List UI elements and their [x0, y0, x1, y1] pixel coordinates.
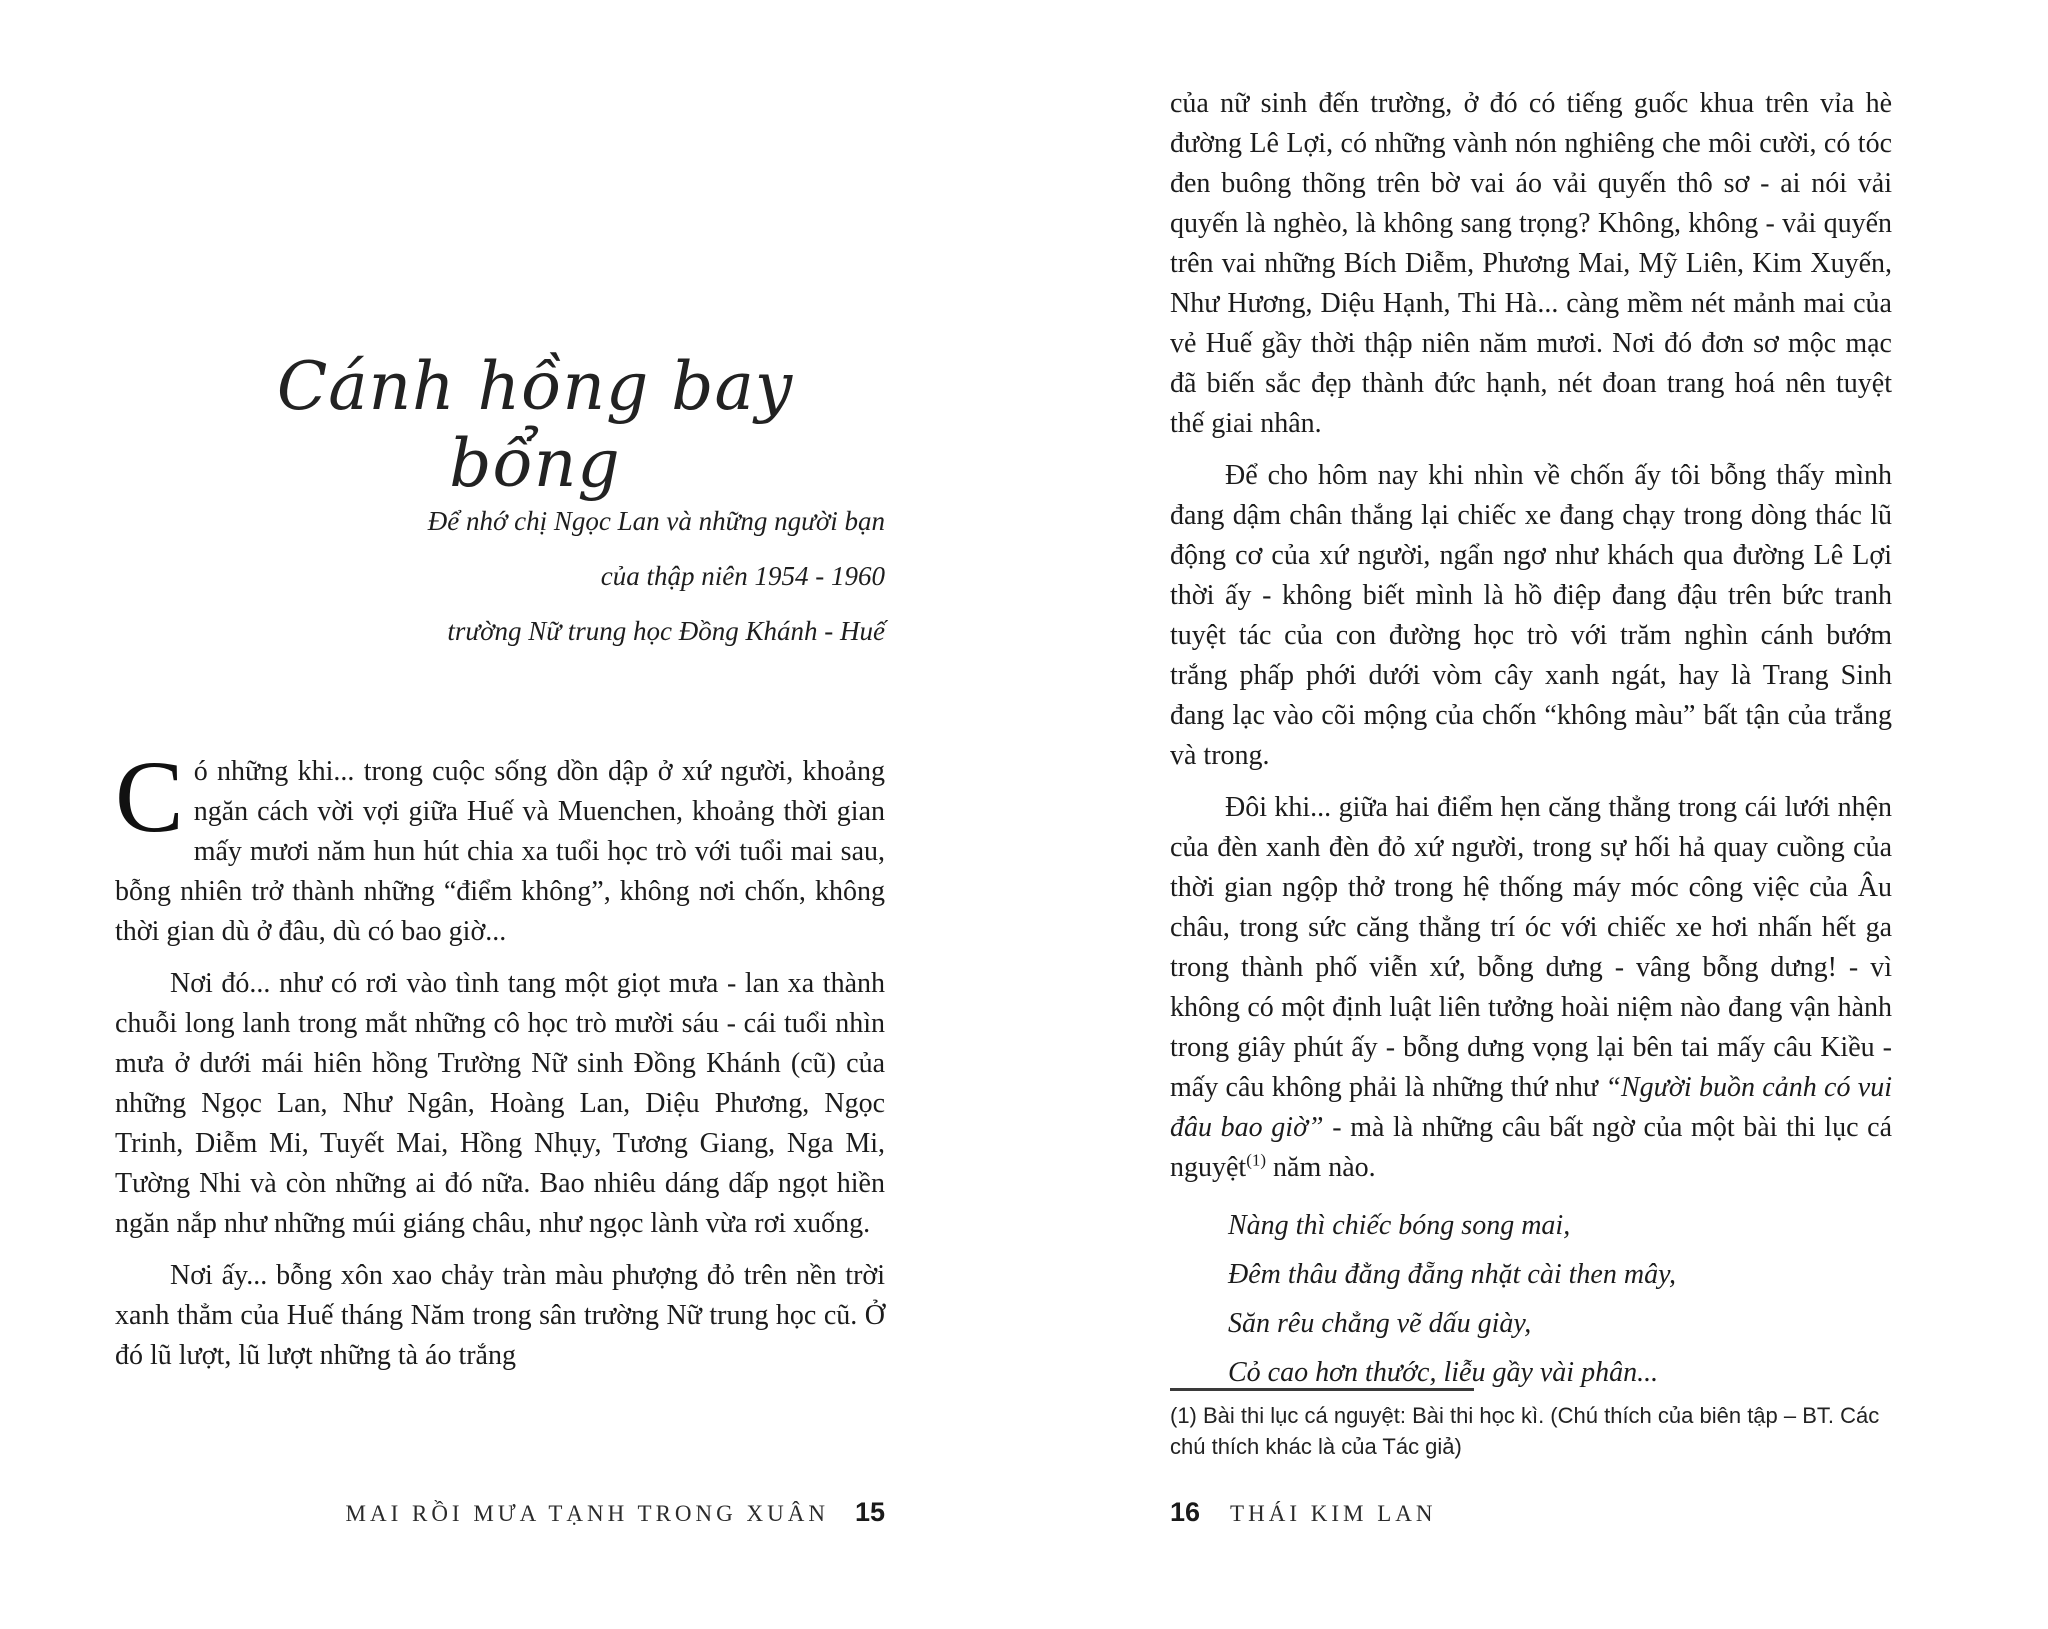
- page-number-left: 15: [854, 1497, 885, 1527]
- poem-line-1: Nàng thì chiếc bóng song mai,: [1228, 1210, 1571, 1241]
- paragraph-opening: [115, 740, 885, 952]
- paragraph: Nơi ấy... bỗng xôn xao chảy tràn màu phượng đỏ trên nền trời xanh thẳm của Huế tháng Năm trong sân trường Nữ trung học cũ. Ở đó lũ lượt, lũ lượt những tà áo trắng: [115, 1260, 885, 1371]
- poem: [1228, 1206, 1892, 1393]
- dedication-line-3: trường Nữ trung học Đồng Khánh - Huế: [447, 616, 885, 646]
- drop-cap: C: [115, 740, 184, 854]
- dedication-line-2: của thập niên 1954 - 1960: [600, 561, 885, 591]
- page-right: [1170, 0, 1892, 1629]
- paragraph-text: năm nào.: [1266, 1152, 1376, 1183]
- inline-quote: “Người buồn cảnh có vui đâu bao giờ”: [1170, 1072, 1892, 1143]
- paragraph: Nơi đó... như có rơi vào tình tang một giọt mưa - lan xa thành chuỗi long lanh trong mắt những cô học trò mười sáu - cái tuổi nhìn mưa ở dưới mái hiên hồng Trường Nữ sinh Đồng Khánh (cũ) của những Ngọc Lan, Như Ngân, Hoàng Lan, Diệu Phương, Ngọc Trinh, Diễm Mi, Tuyết Mai, Hồng Nhụy, Tương Giang, Nga Mi, Tường Nhi và còn những ai đó nữa. Bao nhiêu dáng dấp ngọt hiền ngăn nắp như những múi giáng châu, như ngọc lành vừa rơi xuống.: [115, 968, 885, 1239]
- dedication: [115, 494, 885, 659]
- right-body-text: [1170, 84, 1892, 1402]
- page-left: [115, 0, 885, 1629]
- paragraph-text: - mà là những câu bất ngờ của một bài thi lục cá nguyệt: [1170, 1112, 1893, 1183]
- chapter-title: Cánh hồng bay bổng: [276, 348, 794, 502]
- running-title: MAI RỒI MƯA TẠNH TRONG XUÂN: [345, 1501, 829, 1526]
- footnote-block: [1170, 1388, 1892, 1462]
- left-body-text: [115, 740, 885, 1388]
- paragraph-with-quote: [1170, 788, 1892, 1188]
- footnote-rule: [1170, 1388, 1474, 1391]
- poem-line-2: Đêm thâu đằng đẵng nhặt cài then mây,: [1228, 1259, 1676, 1290]
- poem-line-3: Săn rêu chẳng vẽ dấu giày,: [1228, 1308, 1532, 1339]
- left-page-footer: [115, 1497, 885, 1528]
- author-name: THÁI KIM LAN: [1230, 1501, 1437, 1526]
- footnote-marker: (1): [1246, 1150, 1267, 1170]
- paragraph-text: ó những khi... trong cuộc sống dồn dập ở xứ người, khoảng ngăn cách vời vợi giữa Huế và Muenchen, khoảng thời gian mấy mươi năm hun hút chia xa tuổi học trò với tuổi mai sau, bỗng nhiên trở thành những “điểm không”, không nơi chốn, không thời gian dù ở đâu, dù có bao giờ...: [115, 756, 885, 947]
- paragraph-text: Đôi khi... giữa hai điểm hẹn căng thẳng trong cái lưới nhện của đèn xanh đèn đỏ xứ người, trong sự hối hả quay cuồng của thời gian ngộp thở trong hệ thống máy móc công việc của Âu châu, trong sức căng thẳng trí óc với chiếc xe hơi nhấn hết ga trong thành phố viễn xứ, bỗng dưng - vâng bỗng dưng! - vì không có một định luật liên tưởng hoài niệm nào đang vận hành trong giây phút ấy - bỗng dưng vọng lại bên tai mấy câu Kiều - mấy câu không phải là những thứ như: [1170, 792, 1892, 1103]
- paragraph: Để cho hôm nay khi nhìn về chốn ấy tôi bỗng thấy mình đang dậm chân thắng lại chiếc xe đang chạy trong dòng thác lũ động cơ của xứ người, ngẩn ngơ như khách qua đường Lê Lợi thời ấy - không biết mình là hồ điệp đang đậu trên bức tranh tuyệt tác của con đường học trò với trăm nghìn cánh bướm trắng phấp phới dưới vòm cây xanh ngát, hay là Trang Sinh đang lạc vào cõi mộng của chốn “không màu” bất tận của trắng và trong.: [1170, 460, 1892, 771]
- dedication-line-1: Để nhớ chị Ngọc Lan và những người bạn: [427, 506, 885, 536]
- paragraph-continuation: của nữ sinh đến trường, ở đó có tiếng guốc khua trên vỉa hè đường Lê Lợi, có những vành nón nghiêng che môi cười, có tóc đen buông thõng trên bờ vai áo vải quyến thô sơ - ai nói vải quyến là nghèo, là không sang trọng? Không, không - vải quyến trên vai những Bích Diễm, Phương Mai, Mỹ Liên, Kim Xuyến, Như Hương, Diệu Hạnh, Thi Hà... càng mềm nét mảnh mai của vẻ Huế gầy thời thập niên năm mươi. Nơi đó đơn sơ mộc mạc đã biến sắc đẹp thành đức hạnh, nét đoan trang hoá nên tuyệt thế giai nhân.: [1170, 88, 1892, 439]
- right-page-footer: [1170, 1497, 1892, 1528]
- page-number-right: 16: [1170, 1497, 1201, 1527]
- footnote-text: (1) Bài thi lục cá nguyệt: Bài thi học kì. (Chú thích của biên tập – BT. Các chú thích khác là của Tác giả): [1170, 1403, 1880, 1459]
- poem-line-4: Cỏ cao hơn thước, liễu gầy vài phân...: [1228, 1357, 1659, 1388]
